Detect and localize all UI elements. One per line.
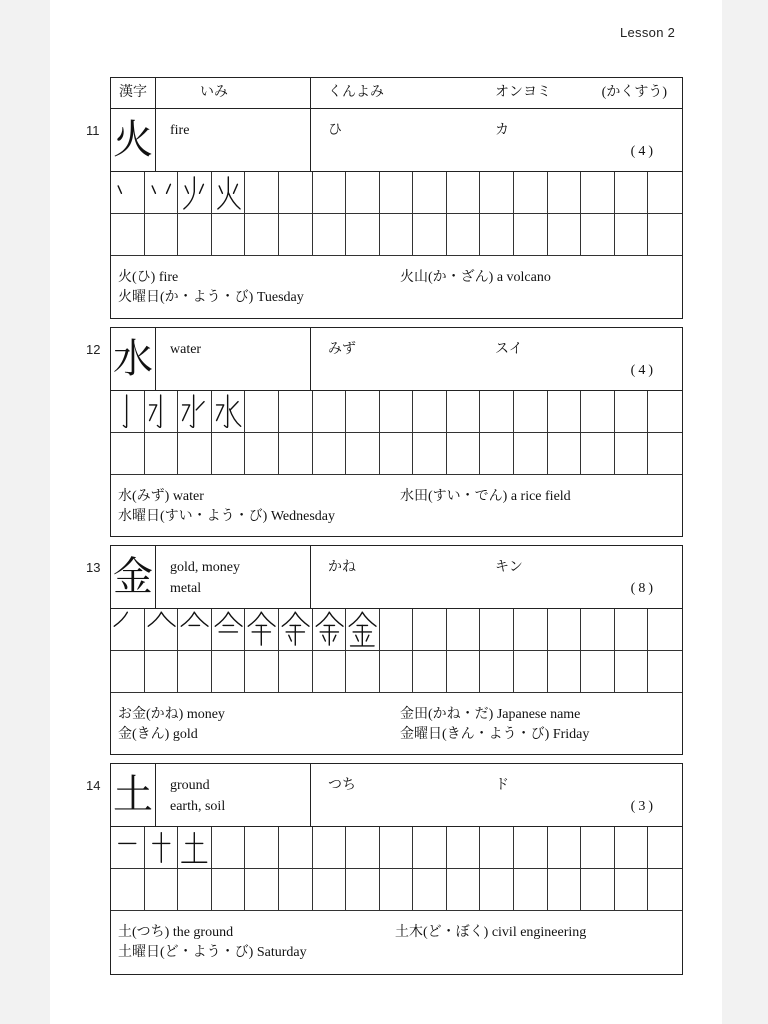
practice-cell bbox=[447, 869, 481, 911]
stroke bbox=[149, 405, 156, 421]
stroke bbox=[349, 612, 362, 626]
practice-cell bbox=[548, 609, 582, 651]
practice-cell bbox=[548, 172, 582, 214]
stroke bbox=[218, 177, 228, 209]
practice-cell bbox=[212, 651, 246, 693]
practice-cell bbox=[447, 172, 481, 214]
kunyomi-reading: かね bbox=[328, 560, 356, 575]
example-word-left: 水(みず) water bbox=[118, 489, 204, 504]
meaning-cell bbox=[156, 328, 311, 390]
practice-cell bbox=[346, 172, 380, 214]
practice-cell bbox=[313, 391, 347, 433]
stroke-order-step bbox=[212, 172, 246, 214]
practice-cell bbox=[581, 827, 615, 869]
stroke bbox=[185, 186, 188, 193]
kanji-row bbox=[111, 109, 682, 172]
example-word-left: 火曜日(か・よう・び) Tuesday bbox=[118, 290, 304, 305]
stroke bbox=[152, 186, 155, 193]
practice-cell bbox=[480, 869, 514, 911]
example-row bbox=[111, 268, 682, 288]
stroke-order-step bbox=[245, 609, 279, 651]
stroke-order-step bbox=[111, 609, 145, 651]
practice-cell bbox=[212, 214, 246, 256]
practice-cell bbox=[548, 651, 582, 693]
practice-cell bbox=[245, 869, 279, 911]
practice-cell bbox=[648, 609, 682, 651]
practice-cell bbox=[245, 827, 279, 869]
stroke-order-step bbox=[178, 391, 212, 433]
example-word-right: 土木(ど・ぼく) civil engineering bbox=[395, 925, 587, 940]
stroke bbox=[219, 186, 222, 193]
readings-cell bbox=[311, 546, 682, 608]
practice-cell bbox=[111, 214, 145, 256]
stroke-order-drawing bbox=[111, 609, 144, 650]
example-word-right: 水田(すい・でん) a rice field bbox=[400, 489, 571, 504]
kunyomi-reading: みず bbox=[328, 342, 356, 357]
practice-cell bbox=[178, 433, 212, 475]
stroke bbox=[333, 635, 336, 641]
stroke-order-drawing bbox=[178, 391, 211, 432]
kanji-worksheet bbox=[86, 77, 683, 976]
stroke-order-drawing bbox=[145, 172, 178, 213]
practice-cell bbox=[346, 869, 380, 911]
practice-cell bbox=[514, 869, 548, 911]
stroke bbox=[262, 612, 276, 626]
practice-cell bbox=[581, 433, 615, 475]
entry-number: 13 bbox=[86, 560, 101, 575]
practice-cell bbox=[145, 433, 179, 475]
stroke bbox=[181, 612, 194, 626]
example-row bbox=[111, 288, 682, 308]
example-row bbox=[111, 923, 682, 943]
practice-cell bbox=[447, 609, 481, 651]
practice-grid bbox=[111, 827, 682, 911]
practice-cell bbox=[480, 827, 514, 869]
stroke bbox=[322, 635, 325, 641]
stroke-order-step bbox=[145, 391, 179, 433]
practice-cell bbox=[313, 827, 347, 869]
practice-cell bbox=[346, 651, 380, 693]
stroke-order-drawing bbox=[346, 609, 379, 650]
practice-cell bbox=[178, 214, 212, 256]
practice-cell bbox=[413, 433, 447, 475]
practice-cell bbox=[380, 172, 414, 214]
practice-cell bbox=[212, 433, 246, 475]
practice-cell bbox=[447, 391, 481, 433]
practice-cell bbox=[447, 433, 481, 475]
example-words bbox=[111, 693, 682, 754]
practice-cell bbox=[615, 214, 649, 256]
meaning-line: earth, soil bbox=[170, 799, 226, 814]
readings-cell bbox=[311, 328, 682, 390]
practice-cell bbox=[514, 391, 548, 433]
practice-cell bbox=[648, 172, 682, 214]
practice-cell bbox=[615, 869, 649, 911]
practice-cell bbox=[346, 214, 380, 256]
stroke bbox=[282, 612, 295, 626]
practice-cell bbox=[413, 651, 447, 693]
stroke-order-drawing bbox=[111, 172, 144, 213]
practice-cell bbox=[514, 172, 548, 214]
stroke-order-step bbox=[346, 609, 380, 651]
practice-cell bbox=[178, 651, 212, 693]
practice-cell bbox=[380, 827, 414, 869]
stroke-count: (4) bbox=[630, 144, 656, 159]
example-word-left: お金(かね) money bbox=[118, 707, 225, 722]
stroke-order-step bbox=[111, 172, 145, 214]
practice-cell bbox=[245, 172, 279, 214]
practice-cell bbox=[480, 214, 514, 256]
stroke-order-drawing bbox=[178, 827, 211, 868]
example-row bbox=[111, 487, 682, 507]
stroke-order-drawing bbox=[279, 609, 312, 650]
stroke bbox=[249, 612, 262, 626]
kanji-row bbox=[111, 328, 682, 391]
entry-number: 11 bbox=[86, 123, 100, 138]
practice-cell bbox=[514, 651, 548, 693]
stroke bbox=[191, 395, 194, 427]
practice-cell bbox=[145, 869, 179, 911]
kanji-entry bbox=[86, 109, 683, 319]
practice-cell bbox=[413, 214, 447, 256]
practice-cell bbox=[279, 433, 313, 475]
stroke bbox=[123, 395, 126, 427]
stroke bbox=[233, 184, 237, 193]
meaning-cell bbox=[156, 109, 311, 171]
practice-cell bbox=[548, 433, 582, 475]
stroke-order-step bbox=[145, 609, 179, 651]
stroke-order-drawing bbox=[145, 827, 178, 868]
stroke-count: (4) bbox=[630, 363, 656, 378]
practice-cell bbox=[581, 651, 615, 693]
readings-cell bbox=[311, 764, 682, 826]
kanji-entry bbox=[86, 763, 683, 975]
example-words bbox=[111, 475, 682, 536]
example-word-right: 金曜日(きん・よう・び) Friday bbox=[400, 727, 590, 742]
stroke-order-step bbox=[313, 609, 347, 651]
stroke bbox=[366, 635, 369, 641]
stroke-order-drawing bbox=[178, 609, 211, 650]
practice-cell bbox=[145, 214, 179, 256]
stroke-order-drawing bbox=[212, 391, 245, 432]
stroke-order-step bbox=[178, 827, 212, 869]
kunyomi-reading: つち bbox=[328, 778, 356, 793]
stroke-order-step bbox=[145, 827, 179, 869]
example-word-left: 土(つち) the ground bbox=[118, 925, 234, 940]
onyomi-reading: カ bbox=[495, 123, 509, 138]
kanji-character: 土 bbox=[111, 764, 156, 826]
stroke bbox=[228, 193, 240, 209]
practice-grid bbox=[111, 391, 682, 475]
meaning-line: ground bbox=[170, 778, 210, 793]
practice-cell bbox=[279, 391, 313, 433]
stroke bbox=[289, 635, 292, 641]
practice-cell bbox=[648, 433, 682, 475]
kunyomi-reading: ひ bbox=[328, 123, 342, 138]
practice-cell bbox=[313, 651, 347, 693]
practice-cell bbox=[615, 391, 649, 433]
example-word-left: 火(ひ) fire bbox=[118, 270, 179, 285]
stroke bbox=[295, 612, 309, 626]
example-row bbox=[111, 507, 682, 527]
example-word-right: 金田(かね・だ) Japanese name bbox=[400, 707, 581, 722]
practice-cell bbox=[548, 391, 582, 433]
practice-cell bbox=[346, 391, 380, 433]
practice-cell bbox=[480, 391, 514, 433]
onyomi-reading: ド bbox=[495, 778, 509, 793]
practice-cell bbox=[380, 391, 414, 433]
practice-cell bbox=[245, 651, 279, 693]
practice-cell bbox=[313, 214, 347, 256]
practice-cell bbox=[346, 433, 380, 475]
stroke bbox=[166, 184, 170, 193]
example-row bbox=[111, 705, 682, 725]
stroke-order-step bbox=[212, 391, 246, 433]
practice-cell bbox=[648, 651, 682, 693]
practice-cell bbox=[615, 172, 649, 214]
practice-cell bbox=[413, 609, 447, 651]
meaning-cell bbox=[156, 764, 311, 826]
meaning-line: water bbox=[170, 342, 202, 357]
example-row bbox=[111, 725, 682, 745]
meaning-line: fire bbox=[170, 123, 190, 138]
example-words bbox=[111, 256, 682, 318]
example-word-right: 火山(か・ざん) a volcano bbox=[400, 270, 551, 285]
practice-cell bbox=[447, 214, 481, 256]
onyomi-reading: キン bbox=[495, 560, 523, 575]
stroke bbox=[118, 186, 121, 193]
practice-cell bbox=[212, 827, 246, 869]
practice-cell bbox=[480, 651, 514, 693]
stroke bbox=[362, 612, 376, 626]
practice-cell bbox=[380, 869, 414, 911]
stroke-order-drawing bbox=[145, 609, 178, 650]
practice-cell bbox=[111, 869, 145, 911]
practice-cell bbox=[548, 214, 582, 256]
stroke-order-drawing bbox=[178, 172, 211, 213]
stroke-count: (8) bbox=[630, 581, 656, 596]
practice-cell bbox=[480, 609, 514, 651]
practice-cell bbox=[145, 651, 179, 693]
practice-cell bbox=[413, 869, 447, 911]
kanji-entries bbox=[86, 77, 683, 976]
header-stroke-count: (かくすう) bbox=[601, 85, 667, 100]
stroke bbox=[184, 177, 194, 209]
practice-cell bbox=[346, 827, 380, 869]
meaning-line: gold, money bbox=[170, 560, 240, 575]
practice-cell bbox=[648, 391, 682, 433]
stroke bbox=[200, 184, 204, 193]
practice-cell bbox=[245, 214, 279, 256]
practice-cell bbox=[413, 391, 447, 433]
stroke-order-step bbox=[178, 172, 212, 214]
practice-cell bbox=[581, 391, 615, 433]
practice-cell bbox=[615, 609, 649, 651]
stroke-order-step bbox=[111, 827, 145, 869]
practice-cell bbox=[514, 609, 548, 651]
stroke-order-drawing bbox=[145, 391, 178, 432]
practice-cell bbox=[548, 869, 582, 911]
practice-cell bbox=[447, 651, 481, 693]
stroke bbox=[316, 612, 329, 626]
header-meaning: いみ bbox=[200, 85, 228, 100]
stroke bbox=[228, 612, 242, 626]
entry-number: 14 bbox=[86, 778, 101, 793]
practice-cell bbox=[111, 651, 145, 693]
practice-cell bbox=[380, 651, 414, 693]
practice-grid bbox=[111, 172, 682, 256]
stroke bbox=[229, 409, 240, 426]
practice-cell bbox=[480, 433, 514, 475]
practice-cell bbox=[313, 172, 347, 214]
stroke bbox=[114, 612, 127, 626]
practice-cell bbox=[279, 869, 313, 911]
example-word-left: 水曜日(すい・よう・び) Wednesday bbox=[118, 509, 336, 524]
practice-cell bbox=[111, 433, 145, 475]
practice-cell bbox=[581, 214, 615, 256]
kanji-character: 金 bbox=[111, 546, 156, 608]
practice-cell bbox=[514, 827, 548, 869]
practice-cell bbox=[615, 433, 649, 475]
stroke-order-drawing bbox=[212, 609, 245, 650]
practice-cell bbox=[313, 433, 347, 475]
stroke bbox=[161, 612, 175, 626]
entry-number: 12 bbox=[86, 342, 101, 357]
practice-cell bbox=[313, 869, 347, 911]
stroke bbox=[183, 405, 190, 421]
stroke bbox=[224, 395, 227, 427]
stroke bbox=[356, 635, 359, 641]
practice-cell bbox=[279, 172, 313, 214]
lesson-label: Lesson 2 bbox=[620, 25, 676, 40]
kanji-character: 水 bbox=[111, 328, 156, 390]
stroke-order-drawing bbox=[111, 391, 144, 432]
header-kunyomi: くんよみ bbox=[328, 85, 384, 100]
stroke-order-step bbox=[178, 609, 212, 651]
stroke-order-drawing bbox=[245, 609, 278, 650]
meaning-cell bbox=[156, 546, 311, 608]
readings-cell bbox=[311, 109, 682, 171]
practice-cell bbox=[514, 433, 548, 475]
stroke bbox=[196, 402, 204, 410]
practice-cell bbox=[447, 827, 481, 869]
practice-cell bbox=[480, 172, 514, 214]
stroke bbox=[157, 395, 160, 427]
practice-cell bbox=[245, 391, 279, 433]
practice-cell bbox=[615, 651, 649, 693]
stroke-count: (3) bbox=[630, 799, 656, 814]
stroke-order-step bbox=[279, 609, 313, 651]
meaning-line: metal bbox=[170, 581, 202, 596]
practice-cell bbox=[615, 827, 649, 869]
kanji-entry bbox=[86, 327, 683, 537]
stroke-order-step bbox=[212, 609, 246, 651]
practice-cell bbox=[380, 214, 414, 256]
practice-cell bbox=[581, 609, 615, 651]
practice-cell bbox=[514, 214, 548, 256]
practice-cell bbox=[245, 433, 279, 475]
kanji-row bbox=[111, 764, 682, 827]
practice-cell bbox=[279, 651, 313, 693]
practice-cell bbox=[212, 869, 246, 911]
example-words bbox=[111, 911, 682, 974]
stroke-order-drawing bbox=[212, 172, 245, 213]
stroke bbox=[194, 612, 208, 626]
stroke-order-step bbox=[145, 172, 179, 214]
practice-grid bbox=[111, 609, 682, 693]
practice-cell bbox=[380, 609, 414, 651]
practice-cell bbox=[413, 827, 447, 869]
example-row bbox=[111, 943, 682, 963]
stroke bbox=[148, 612, 161, 626]
stroke bbox=[329, 612, 343, 626]
practice-cell bbox=[548, 827, 582, 869]
kanji-row bbox=[111, 546, 682, 609]
header-kanji: 漢字 bbox=[111, 78, 156, 108]
example-word-left: 金(きん) gold bbox=[118, 727, 198, 742]
stroke bbox=[230, 402, 238, 410]
practice-cell bbox=[581, 172, 615, 214]
stroke bbox=[215, 612, 228, 626]
practice-cell bbox=[279, 827, 313, 869]
practice-cell bbox=[648, 214, 682, 256]
stroke bbox=[216, 405, 223, 421]
kanji-character: 火 bbox=[111, 109, 156, 171]
stroke-order-drawing bbox=[111, 827, 144, 868]
onyomi-reading: スイ bbox=[495, 342, 523, 357]
practice-cell bbox=[380, 433, 414, 475]
header-onyomi: オンヨミ bbox=[495, 85, 551, 100]
practice-cell bbox=[279, 214, 313, 256]
stroke-order-step bbox=[111, 391, 145, 433]
example-word-left: 土曜日(ど・よう・び) Saturday bbox=[118, 945, 307, 960]
practice-cell bbox=[178, 869, 212, 911]
practice-cell bbox=[648, 827, 682, 869]
practice-cell bbox=[581, 869, 615, 911]
practice-cell bbox=[648, 869, 682, 911]
kanji-entry bbox=[86, 545, 683, 755]
practice-cell bbox=[413, 172, 447, 214]
stroke-order-drawing bbox=[313, 609, 346, 650]
